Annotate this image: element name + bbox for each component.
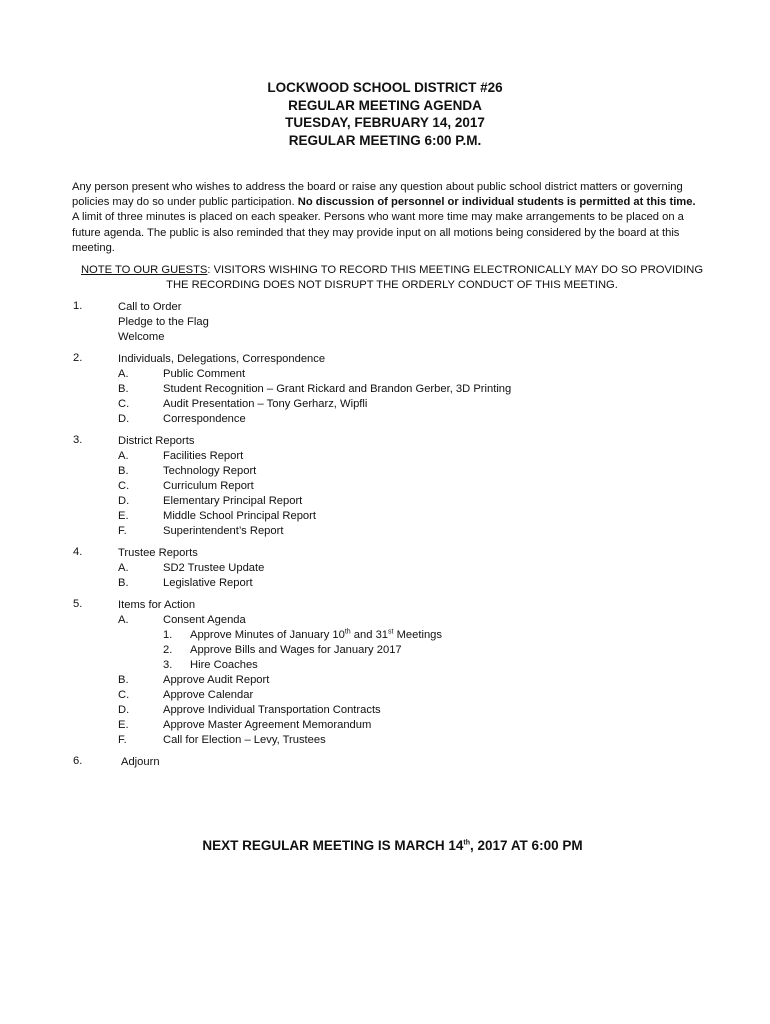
sub-item-text: Facilities Report	[163, 450, 244, 462]
item-title: Trustee Reports	[118, 547, 198, 559]
sub-item-letter: F.	[118, 734, 127, 746]
sub-item-letter: C.	[118, 480, 130, 492]
agenda-title: REGULAR MEETING AGENDA	[288, 97, 482, 113]
intro-text-2: A limit of three minutes is placed on each speaker. Persons who want more time may make arrangements to be placed on a future agenda. The public is also reminded that they may provide input on all motions being considered by the board at this meeting.	[72, 211, 684, 254]
sub-item-letter: B.	[118, 674, 129, 686]
sub-item-text: Approve Calendar	[163, 689, 254, 701]
consent-item-text: Approve Bills and Wages for January 2017	[190, 644, 402, 656]
sub-item	[0, 397, 770, 412]
item-title: Individuals, Delegations, Correspondence	[118, 353, 326, 365]
sub-item-letter: A.	[118, 562, 129, 574]
sub-item	[0, 412, 770, 427]
consent-item-number: 1.	[163, 629, 173, 641]
sub-item-letter: B.	[118, 383, 129, 395]
sub-item-letter: B.	[118, 465, 129, 477]
intro-bold-text: No discussion of personnel or individual students is permitted at this time.	[297, 196, 696, 209]
consent-item-text: Hire Coaches	[190, 659, 258, 671]
item-number: 1.	[73, 300, 83, 312]
item-number: 4.	[73, 546, 83, 558]
consent-item-number: 3.	[163, 659, 173, 671]
sub-item-text: Superintendent’s Report	[163, 525, 284, 537]
sub-item-text: Technology Report	[163, 465, 257, 477]
sub-item	[0, 688, 770, 703]
intro-text-1: Any person present who wishes to address the board or raise any question about public school district matters or governing policies may do so under public participation.	[72, 181, 683, 209]
sub-item	[0, 718, 770, 733]
sub-item	[0, 382, 770, 397]
sub-item	[0, 673, 770, 688]
sub-item	[0, 733, 770, 748]
sub-item-text: Legislative Report	[163, 577, 253, 589]
sub-item	[0, 703, 770, 718]
sub-item-text: Approve Master Agreement Memorandum	[163, 719, 372, 731]
agenda-item-2	[0, 352, 770, 427]
sub-item	[0, 576, 770, 591]
sub-item	[0, 561, 770, 576]
sub-item	[0, 479, 770, 494]
sub-item-text: Public Comment	[163, 368, 246, 380]
sub-item-letter: D.	[118, 413, 130, 425]
sub-item-text: Curriculum Report	[163, 480, 254, 492]
agenda-list	[0, 300, 770, 777]
item-line: Call to Order	[118, 301, 182, 313]
consent-text-pre: Approve Minutes of January 10	[190, 629, 345, 641]
item-title: Adjourn	[121, 756, 160, 768]
sub-item-letter: A.	[118, 368, 129, 380]
sub-item-text: Middle School Principal Report	[163, 510, 316, 522]
sub-item	[0, 524, 770, 539]
item-title: Items for Action	[118, 599, 196, 611]
sub-item-text: Consent Agenda	[163, 614, 246, 626]
sub-item-text: Student Recognition – Grant Rickard and Brandon Gerber, 3D Printing	[163, 383, 512, 395]
sub-item-text: SD2 Trustee Update	[163, 562, 265, 574]
sub-item-letter: E.	[118, 510, 129, 522]
consent-item	[0, 628, 770, 643]
sub-item-letter: C.	[118, 398, 130, 410]
consent-item	[0, 643, 770, 658]
next-meeting-notice	[0, 838, 770, 853]
agenda-item-1	[0, 300, 770, 345]
agenda-item-6	[0, 755, 770, 770]
sub-item-letter: F.	[118, 525, 127, 537]
sub-item-letter: A.	[118, 450, 129, 462]
district-name: LOCKWOOD SCHOOL DISTRICT #26	[267, 80, 503, 95]
guest-note-text: : VISITORS WISHING TO RECORD THIS MEETING ELECTRONICALLY MAY DO SO PROVIDING THE RECORDING DOES NOT DISRUPT THE ORDERLY CONDUCT OF THIS MEETING.	[166, 264, 704, 291]
item-number: 2.	[73, 352, 83, 364]
sub-item-letter: C.	[118, 689, 130, 701]
item-line: Welcome	[118, 331, 165, 343]
sub-item-text: Correspondence	[163, 413, 246, 425]
sub-item-text: Audit Presentation – Tony Gerharz, Wipfli	[163, 398, 368, 410]
sub-item-letter: D.	[118, 704, 130, 716]
sub-item	[0, 613, 770, 628]
sub-item-text: Elementary Principal Report	[163, 495, 303, 507]
item-number: 5.	[73, 598, 83, 610]
guest-note-label: NOTE TO OUR GUESTS	[80, 264, 208, 276]
sub-item	[0, 509, 770, 524]
sub-item	[0, 367, 770, 382]
ordinal-suffix: st	[388, 628, 394, 636]
item-line: Pledge to the Flag	[118, 316, 209, 328]
sub-item-letter: E.	[118, 719, 129, 731]
sub-item-letter: B.	[118, 577, 129, 589]
sub-item-text: Call for Election – Levy, Trustees	[163, 734, 326, 746]
consent-item	[0, 658, 770, 673]
agenda-item-4	[0, 546, 770, 591]
ordinal-suffix: th	[463, 839, 471, 847]
next-meeting-text-pre: NEXT REGULAR MEETING IS MARCH 14	[202, 838, 464, 853]
next-meeting-text-post: , 2017 AT 6:00 PM	[470, 838, 583, 853]
agenda-item-5	[0, 598, 770, 748]
sub-item	[0, 464, 770, 479]
public-participation-paragraph	[72, 180, 704, 256]
ordinal-suffix: th	[344, 628, 351, 636]
guest-note	[72, 263, 712, 293]
sub-item-text: Approve Audit Report	[163, 674, 270, 686]
consent-item-text	[190, 628, 442, 643]
consent-text-mid: and 31	[350, 629, 389, 641]
sub-item-text: Approve Individual Transportation Contracts	[163, 704, 381, 716]
item-number: 6.	[73, 755, 83, 767]
sub-item-letter: A.	[118, 614, 129, 626]
sub-item	[0, 449, 770, 464]
agenda-item-3	[0, 434, 770, 539]
document-header	[0, 79, 770, 149]
consent-item-number: 2.	[163, 644, 173, 656]
sub-item	[0, 494, 770, 509]
meeting-date: TUESDAY, FEBRUARY 14, 2017	[285, 115, 485, 130]
sub-item-letter: D.	[118, 495, 130, 507]
meeting-time: REGULAR MEETING 6:00 P.M.	[288, 132, 482, 148]
item-number: 3.	[73, 434, 83, 446]
consent-text-post: Meetings	[393, 629, 442, 641]
item-title: District Reports	[118, 435, 195, 447]
